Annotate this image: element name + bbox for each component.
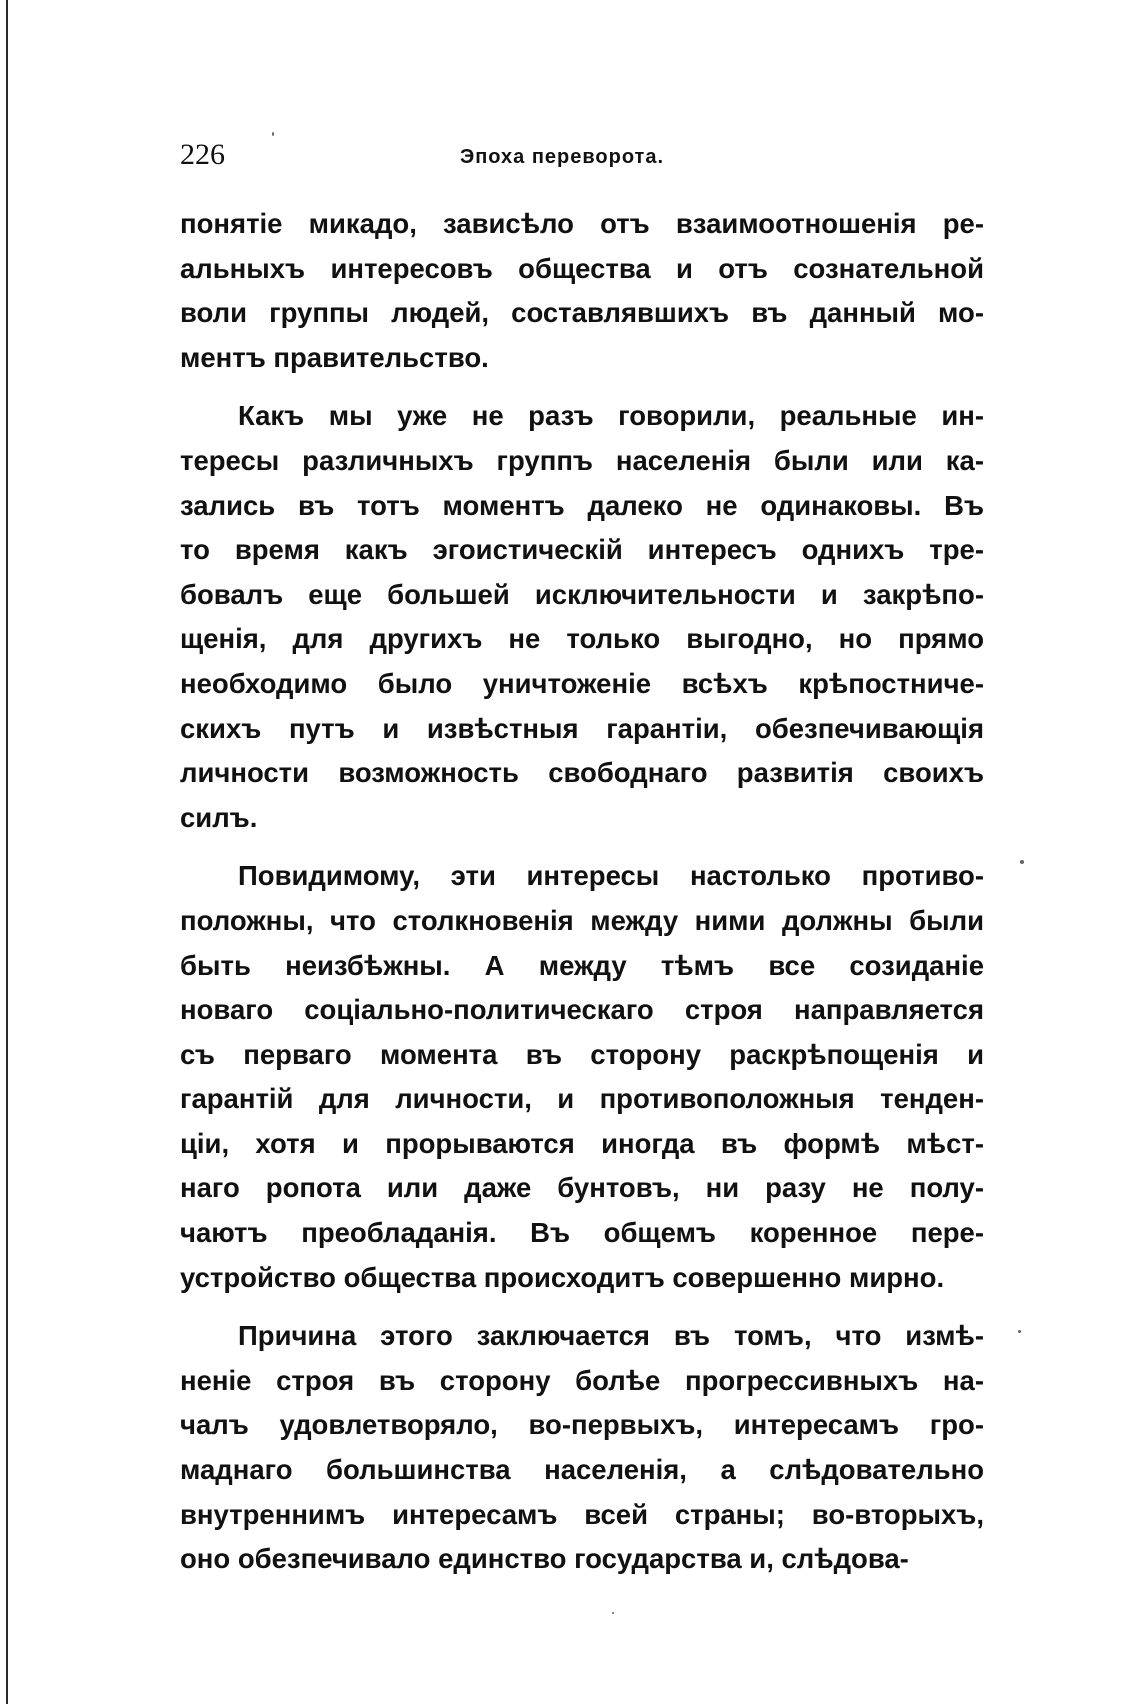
text-line: тересы различныхъ группъ населенія были или ка-: [180, 444, 984, 476]
text-line: необходимо было уничтоженіе всѣхъ крѣпостниче-: [180, 667, 984, 699]
text-line: быть неизбѣжны. А между тѣмъ все созиданіе: [180, 949, 984, 981]
text-line: устройство общества происходитъ совершенно мирно.: [180, 1261, 945, 1293]
text-line: чаютъ преобладанія. Въ общемъ коренное пере-: [180, 1217, 984, 1249]
scan-speck: [272, 132, 274, 136]
text-line: воли группы людей, составлявшихъ въ данный мо-: [180, 297, 984, 329]
paragraph: [180, 394, 984, 840]
text-line: щенія, для другихъ не только выгодно, но прямо: [180, 623, 984, 655]
page-number: 226: [180, 138, 225, 171]
text-line: то время какъ эгоистическій интересъ однихъ тре-: [180, 534, 984, 566]
text-line: альныхъ интересовъ общества и отъ сознательной: [180, 252, 984, 284]
paragraph: [180, 202, 984, 380]
scan-speck: [1018, 1330, 1021, 1333]
text-line: ціи, хотя и прорываются иногда въ формѣ мѣст-: [180, 1127, 984, 1159]
text-line: новаго соціально-политическаго строя направляется: [180, 994, 984, 1026]
text-line: чалъ удовлетворяло, во-первыхъ, интересамъ гро-: [180, 1409, 984, 1441]
text-line: личности возможность свободнаго развитія своихъ: [180, 757, 984, 789]
text-line: наго ропота или даже бунтовъ, ни разу не полу-: [180, 1172, 984, 1204]
running-head: Эпоха переворота.: [460, 146, 665, 168]
text-line: неніе строя въ сторону болѣе прогрессивныхъ на-: [180, 1364, 984, 1396]
text-line: скихъ путъ и извѣстныя гарантіи, обезпечивающія: [180, 712, 984, 744]
text-line: бовалъ еще большей исключительности и закрѣпо-: [180, 578, 984, 610]
book-page: [180, 132, 984, 1596]
text-line: ментъ правительство.: [180, 341, 489, 373]
text-line: положны, что столкновенія между ними должны были: [180, 904, 984, 936]
text-line: съ перваго момента въ сторону раскрѣпощенія и: [180, 1038, 984, 1070]
scan-speck: [1020, 860, 1024, 864]
text-line: гарантій для личности, и противоположныя тенден-: [180, 1083, 984, 1115]
paragraph: [180, 1314, 984, 1582]
text-line: маднаго большинства населенія, а слѣдовательно: [180, 1454, 984, 1486]
text-line: Какъ мы уже не разъ говорили, реальные ин-: [238, 400, 984, 432]
text-line: Причина этого заключается въ томъ, что измѣ-: [238, 1320, 984, 1352]
text-line: понятіе микадо, зависѣло отъ взаимоотношенія ре-: [180, 208, 984, 239]
text-line: Повидимому, эти интересы настолько противо-: [238, 860, 984, 892]
text-line: силъ.: [180, 801, 258, 833]
text-line: зались въ тотъ моментъ далеко не одинаковы. Въ: [180, 489, 984, 521]
page-header: [180, 132, 984, 184]
text-line: оно обезпечивало единство государства и, слѣдова-: [180, 1543, 909, 1575]
paragraph: [180, 854, 984, 1300]
text-line: внутреннимъ интересамъ всей страны; во-вторыхъ,: [180, 1498, 984, 1530]
body-text: [180, 202, 984, 1582]
scan-speck: [612, 1612, 614, 1614]
scan-left-border: [6, 0, 8, 1704]
